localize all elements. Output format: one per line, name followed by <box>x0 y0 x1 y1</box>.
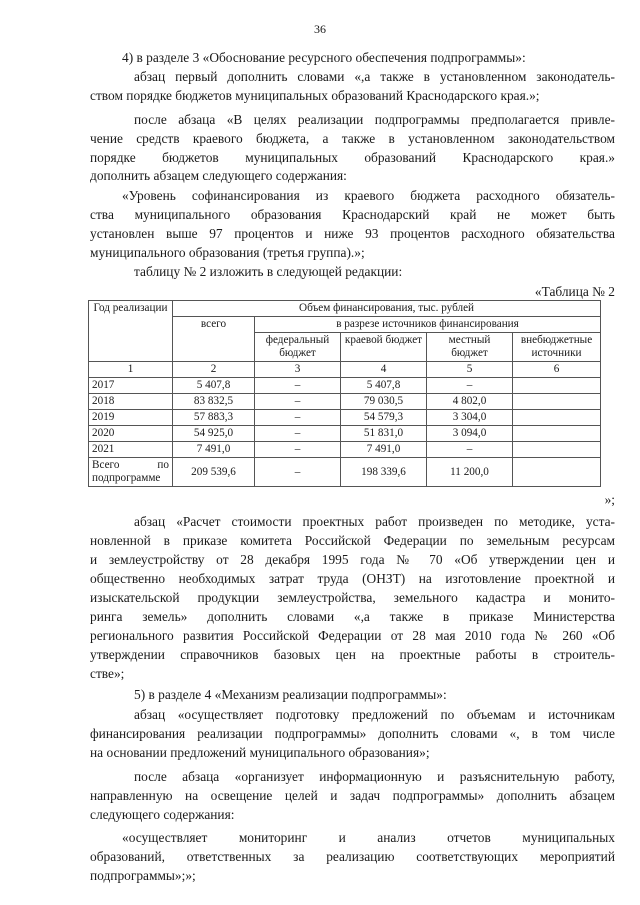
paragraph-line: на основании предложений муниципального образования»; <box>90 745 430 760</box>
paragraph-line: 4) в разделе 3 «Обоснование ресурсного обеспечения подпрограммы»: <box>122 50 526 65</box>
cell-total: 54 925,0 <box>173 426 255 442</box>
paragraph-line: дополнить абзацем следующего содержания: <box>90 168 347 183</box>
total-label-b: по <box>157 459 169 471</box>
table-row <box>89 426 601 442</box>
cell-local: – <box>427 442 513 458</box>
table-row <box>89 442 601 458</box>
header-volume: Объем финансирования, тыс. рублей <box>173 301 601 317</box>
cell-federal: – <box>255 442 341 458</box>
cell-total: 83 832,5 <box>173 394 255 410</box>
paragraph-line: стве»; <box>90 666 125 681</box>
cell-total-label <box>89 458 173 487</box>
total-label-c: подпрограмме <box>92 472 161 484</box>
cell-year: 2019 <box>89 410 173 426</box>
paragraph-line: общественно необходимых затрат труда (ОНЗТ) на изготовление проектной и <box>90 571 615 586</box>
cell-federal: – <box>255 410 341 426</box>
paragraph-line: направленную на освещение целей и задач подпрограммы» дополнить абзацем <box>90 788 615 803</box>
paragraph-line: установлен выше 97 процентов и ниже 93 процентов расходного обязательства <box>90 226 615 241</box>
cell-local: 4 802,0 <box>427 394 513 410</box>
paragraph-line: «осуществляет мониторинг и анализ отчетов муниципальных <box>122 830 615 845</box>
paragraph-line: следующего содержания: <box>90 807 235 822</box>
column-number: 1 <box>89 362 173 378</box>
table-caption: «Таблица № 2 <box>534 284 615 299</box>
cell-year: 2021 <box>89 442 173 458</box>
cell-year: 2017 <box>89 378 173 394</box>
cell-total: 57 883,3 <box>173 410 255 426</box>
header-year: Год реализации <box>89 301 173 362</box>
cell-regional: 54 579,3 <box>341 410 427 426</box>
cell-federal: – <box>255 426 341 442</box>
cell-regional: 198 339,6 <box>341 458 427 487</box>
paragraph-line: «Уровень софинансирования из краевого бюджета расходного обязатель- <box>122 188 615 203</box>
cell-federal: – <box>255 458 341 487</box>
cell-local: 3 304,0 <box>427 410 513 426</box>
paragraph-line: образований, ответственных за реализацию соответствующих мероприятий <box>90 849 615 864</box>
header-local: местный бюджет <box>427 333 513 362</box>
cell-regional: 79 030,5 <box>341 394 427 410</box>
header-extra: внебюджетные источники <box>513 333 601 362</box>
paragraph-line: абзац «осуществляет подготовку предложений по объемам и источникам <box>134 707 615 722</box>
table-row <box>89 410 601 426</box>
paragraph-line: таблицу № 2 изложить в следующей редакции: <box>134 264 403 279</box>
cell-local: 11 200,0 <box>427 458 513 487</box>
cell-federal: – <box>255 394 341 410</box>
cell-local: – <box>427 378 513 394</box>
header-total: всего <box>173 317 255 362</box>
paragraph-line: регионального развития Российской Федерации от 28 мая 2010 года № 260 «Об <box>90 628 615 643</box>
paragraph-line: после абзаца «организует информационную и разъяснительную работу, <box>134 769 615 784</box>
paragraph-line: ства муниципального образования Краснодарский край не может быть <box>90 207 615 222</box>
table-total-row <box>89 458 601 487</box>
total-label-a: Всего <box>92 459 120 471</box>
paragraph-line: новленной в приказе комитета Российской Федерации по земельным ресурсам <box>90 533 615 548</box>
paragraph-line: 5) в разделе 4 «Механизм реализации подпрограммы»: <box>134 687 447 702</box>
paragraph-line: порядке бюджетов муниципальных образований Краснодарского края.» <box>90 150 615 165</box>
cell-local: 3 094,0 <box>427 426 513 442</box>
column-number: 2 <box>173 362 255 378</box>
table-number-row <box>89 362 601 378</box>
cell-year: 2018 <box>89 394 173 410</box>
paragraph-line: абзац первый дополнить словами «,а также в установленном законодатель- <box>134 69 615 84</box>
cell-extra <box>513 378 601 394</box>
paragraph-line: и землеустройству от 28 декабря 1995 года № 70 «Об утверждении цен и <box>90 552 615 567</box>
cell-regional: 5 407,8 <box>341 378 427 394</box>
column-number: 6 <box>513 362 601 378</box>
page-number: 36 <box>314 22 326 36</box>
table-row <box>89 378 601 394</box>
cell-federal: – <box>255 378 341 394</box>
column-number: 3 <box>255 362 341 378</box>
header-by-source: в разрезе источников финансирования <box>255 317 601 333</box>
cell-extra <box>513 458 601 487</box>
paragraph-line: ством порядке бюджетов муниципальных образований Краснодарского края.»; <box>90 88 540 103</box>
paragraph-line: муниципального образования (третья группа).»; <box>90 245 365 260</box>
cell-total: 5 407,8 <box>173 378 255 394</box>
paragraph-line: финансирования реализации подпрограммы» дополнить словами «, в том числе <box>90 726 615 741</box>
header-regional: краевой бюджет <box>341 333 427 362</box>
paragraph-line: абзац «Расчет стоимости проектных работ произведен по методике, уста- <box>134 514 615 529</box>
cell-extra <box>513 442 601 458</box>
cell-extra <box>513 426 601 442</box>
paragraph-line: после абзаца «В целях реализации подпрограммы предполагается привле- <box>134 112 615 127</box>
cell-total: 7 491,0 <box>173 442 255 458</box>
cell-year: 2020 <box>89 426 173 442</box>
cell-total: 209 539,6 <box>173 458 255 487</box>
table-closing-mark: »; <box>604 492 615 507</box>
paragraph-line: ринга земель» дополнить словами «,а также в приказе Министерства <box>90 609 615 624</box>
table-header-row <box>89 301 601 317</box>
financing-table <box>88 300 601 487</box>
cell-regional: 7 491,0 <box>341 442 427 458</box>
table-row <box>89 394 601 410</box>
cell-extra <box>513 410 601 426</box>
cell-extra <box>513 394 601 410</box>
paragraph-line: чение средств краевого бюджета, а также в установленном законодательством <box>90 131 615 146</box>
header-federal: федеральный бюджет <box>255 333 341 362</box>
paragraph-line: утверждении справочников базовых цен на проектные работы в строитель- <box>90 647 615 662</box>
column-number: 5 <box>427 362 513 378</box>
column-number: 4 <box>341 362 427 378</box>
paragraph-line: изыскательской продукции землеустройства, земельного кадастра и монито- <box>90 590 615 605</box>
cell-regional: 51 831,0 <box>341 426 427 442</box>
paragraph-line: подпрограммы»;»; <box>90 868 196 883</box>
